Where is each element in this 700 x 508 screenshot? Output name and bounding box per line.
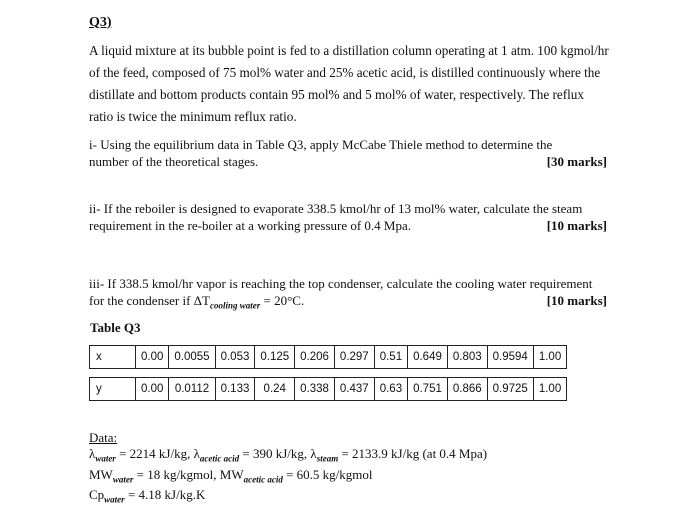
- table-row-x: [90, 346, 567, 369]
- part-iii-marks: [10 marks]: [546, 293, 607, 308]
- part-ii-line2: requirement in the re-boiler at a working pressure of 0.4 Mpa.: [89, 218, 412, 233]
- part-ii-line1: ii- If the reboiler is designed to evaporate 338.5 kmol/hr of 13 mol% water, calculate the steam: [89, 201, 583, 216]
- x-cell: 0.51: [374, 346, 407, 369]
- y-cell: 0.24: [255, 378, 295, 401]
- part-i: [89, 136, 607, 170]
- data-section: [89, 430, 487, 508]
- y-cell: 0.9725: [487, 378, 533, 401]
- table-title: Table Q3: [90, 320, 141, 335]
- question-intro: [89, 40, 619, 128]
- equilibrium-table: [89, 345, 567, 401]
- y-cell: 1.00: [533, 378, 566, 401]
- x-cell: 0.649: [408, 346, 448, 369]
- x-cell: 0.803: [447, 346, 487, 369]
- part-iii-line2: for the condenser if $\Delta T_{cooling water} = 20^\circ C$.: [89, 293, 305, 311]
- y-cell: 0.00: [136, 378, 169, 401]
- y-cell: 0.437: [334, 378, 374, 401]
- y-cell: 0.133: [215, 378, 255, 401]
- part-i-line2: number of the theoretical stages.: [89, 154, 259, 169]
- question-title: Q3): [89, 15, 112, 30]
- y-cell: 0.338: [295, 378, 335, 401]
- x-cell: 0.0055: [169, 346, 215, 369]
- part-iii: [89, 275, 607, 315]
- y-cell: 0.63: [374, 378, 407, 401]
- data-heading: Data:: [89, 430, 118, 445]
- x-cell: 0.053: [215, 346, 255, 369]
- y-cell: 0.751: [408, 378, 448, 401]
- x-cell: 0.297: [334, 346, 374, 369]
- part-iii-line1: iii- If 338.5 kmol/hr vapor is reaching the top condenser, calculate the cooling water requirement: [89, 276, 593, 291]
- part-ii: [89, 200, 607, 234]
- data-line-heat-capacity: $Cp_{water} = 4.18$ kJ/kg.K: [89, 487, 206, 505]
- part-i-marks: [30 marks]: [546, 154, 607, 169]
- part-ii-marks: [10 marks]: [546, 218, 607, 233]
- table-row-y: [90, 378, 567, 401]
- x-cell: 0.9594: [487, 346, 533, 369]
- data-line-molecular-weights: $MW_{water} = 18$ kg/kgmol, $MW_{acetic acid} = 60.5$ kg/kgmol: [89, 466, 373, 485]
- row-label-x: x: [90, 346, 136, 369]
- x-cell: 0.00: [136, 346, 169, 369]
- intro-line: A liquid mixture at its bubble point is fed to a distillation column operating at 1 atm. 100 kgmol/hr: [89, 43, 609, 58]
- x-cell: 0.125: [255, 346, 295, 369]
- intro-line: of the feed, composed of 75 mol% water and 25% acetic acid, is distilled continuously where the: [89, 65, 601, 80]
- data-line-latent-heats: $\lambda_{water} = 2214$ kJ/kg, $\lambda_{acetic acid} = 390$ kJ/kg, $\lambda_{steam} = 2133.9$ kJ/kg (at 0.4 Mpa): [89, 446, 488, 464]
- y-cell: 0.0112: [169, 378, 215, 401]
- intro-line: ratio is twice the minimum reflux ratio.: [89, 109, 297, 124]
- part-i-line1: i- Using the equilibrium data in Table Q3, apply McCabe Thiele method to determine the: [89, 137, 553, 152]
- row-label-y: y: [90, 378, 136, 401]
- y-cell: 0.866: [447, 378, 487, 401]
- intro-line: distillate and bottom products contain 95 mol% and 5 mol% of water, respectively. The reflux: [89, 87, 584, 102]
- x-cell: 1.00: [533, 346, 566, 369]
- x-cell: 0.206: [295, 346, 335, 369]
